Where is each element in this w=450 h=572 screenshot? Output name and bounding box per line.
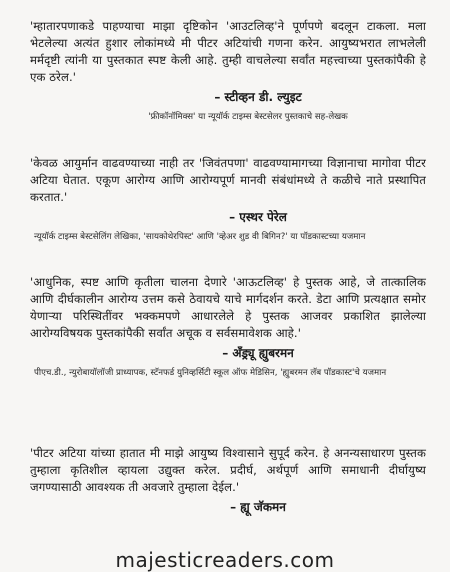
blurb-quote: 'म्हातारपणाकडे पाहण्याचा माझा दृष्टिकोन 'आउटलिव्ह'ने पूर्णपणे बदलून टाकला. मला भेटलेल्या अत्यंत हुशार लोकांमध्ये मी पीटर अटियांची गणना करेन. आयुष्यभरात लाभलेली मर्मदृष्टी त्यांनी या पुस्तकात स्पष्ट केली आहे. तुम्ही वाचलेल्या सर्वांत महत्त्वाच्या पुस्तकांपैकी हे एक ठरेल.' — [30, 19, 426, 84]
blurb-2 — [30, 155, 426, 244]
blurb-note: 'फ्रीकॉनॉमिक्स' या न्यूयॉर्क टाइम्स बेस्टसेलर पुस्तकाचे सह-लेखक — [148, 112, 348, 122]
blurb-author: – अँड्र्यू ह्युबरमन — [222, 346, 294, 360]
blurb-quote: 'केवळ आयुर्मान वाढवण्याच्या नाही तर 'जिवंतपणा' वाढवण्यामागच्या विज्ञानाचा मागोवा पीटर अटिया घेतात. एकूण आरोग्य आणि आरोग्यपूर्ण मानवी संबंधांमध्ये ते कळीचे नाते प्रस्थापित करतात.' — [30, 156, 426, 204]
blurb-author: – एस्थर पेरेल — [229, 210, 287, 224]
blurb-3 — [30, 274, 426, 380]
blurb-quote: 'आधुनिक, स्पष्ट आणि कृतीला चालना देणारे 'आऊटलिव्ह' हे पुस्तक आहे, जे तात्कालिक आणि दीर्घकालीन आरोग्य उत्तम कसे ठेवायचे याचे मार्गदर्शन करते. डेटा आणि प्रत्यक्षात समोर येणाऱ्या परिस्थितींवर भक्कमपणे आधारलेले हे पुस्तक आजवर प्रकाशित झालेल्या आरोग्यविषयक पुस्तकांपैकी सर्वांत अचूक व सर्वसमावेशक आहे.' — [30, 275, 426, 340]
watermark-text: majesticreaders.com — [115, 548, 335, 572]
blurb-author: – ह्यू जॅकमन — [230, 500, 286, 514]
blurb-note: न्यूयॉर्क टाइम्स बेस्टसेलिंग लेखिका, 'सायकोथेरपिस्ट' आणि 'व्हेअर शुड वी बिगिन?' या पॉडकास्टच्या यजमान — [34, 232, 366, 242]
blurb-4 — [30, 445, 426, 515]
blurb-author: – स्टीव्हन डी. ल्युइट — [214, 90, 302, 104]
blurb-1 — [30, 18, 426, 124]
blurb-quote: 'पीटर अटिया यांच्या हातात मी माझे आयुष्य विश्वासाने सुपूर्द करेन. हे अनन्यसाधारण पुस्तक तुम्हाला कृतिशील व्हायला उद्युक्त करेल. प्रदीर्घ, अर्थपूर्ण आणि समाधानी दीर्घायुष्य जगण्यासाठी आवश्यक ती अवजारे तुम्हाला देईल.' — [30, 446, 426, 494]
blurb-note: पीएच.डी., न्युरोबायॉलॉजी प्राध्यापक, स्टॅनफर्ड युनिव्हर्सिटी स्कूल ऑफ मेडिसिन, 'ह्युबरमन लॅब पॉडकास्ट'चे यजमान — [34, 368, 387, 378]
